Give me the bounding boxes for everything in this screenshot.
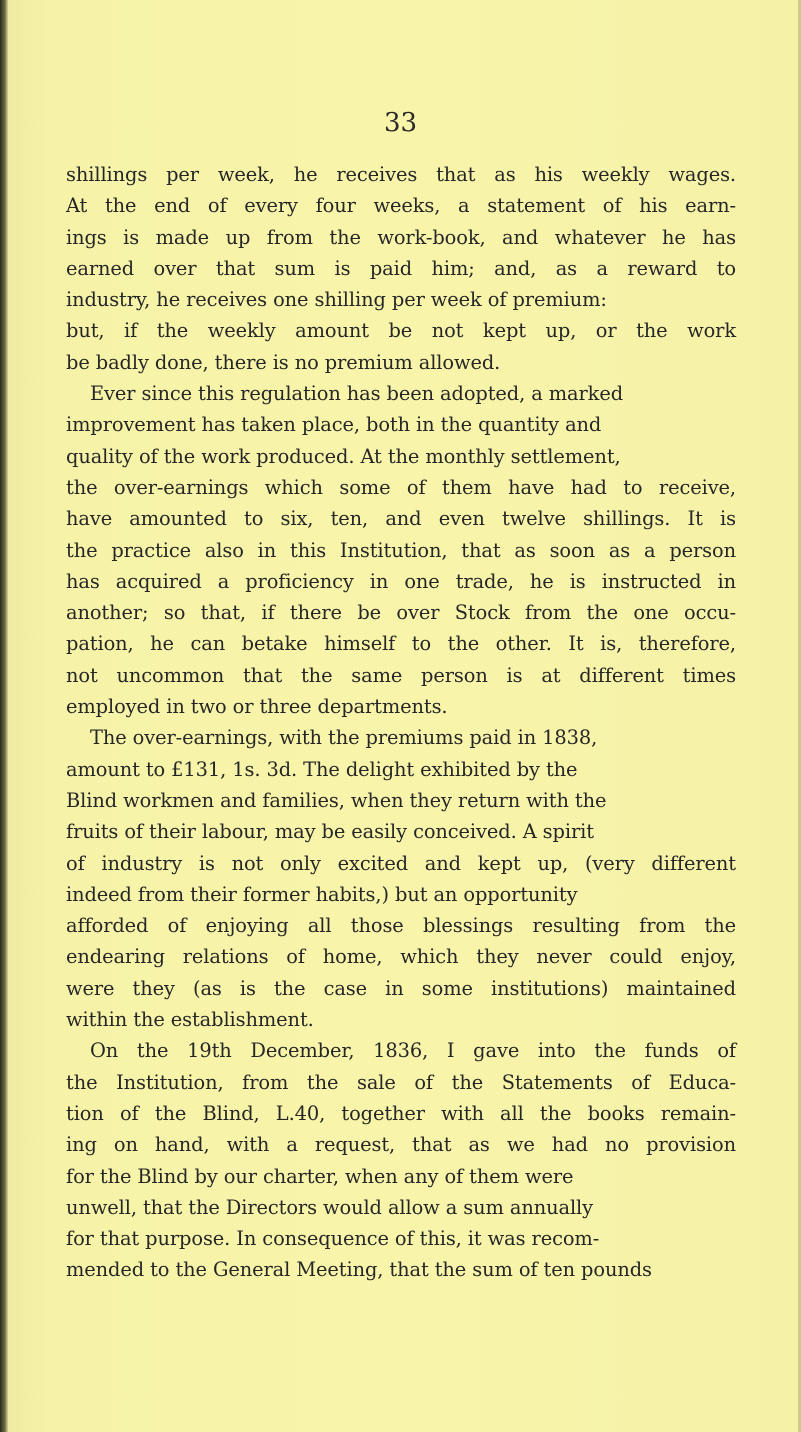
text-line: for that purpose. In consequence of this, it was recom-	[66, 1227, 600, 1251]
text-line: within the establishment.	[66, 1008, 314, 1032]
text-line: ings is made up from the work-book, and whatever he has	[66, 225, 736, 249]
text-line: mended to the General Meeting, that the sum of ten pounds	[66, 1258, 652, 1282]
text-line: shillings per week, he receives that as his weekly wages.	[66, 163, 736, 186]
text-line: of industry is not only excited and kept up, (very different	[66, 851, 736, 875]
text-line: were they (as is the case in some institutions) maintained	[66, 976, 736, 1000]
text-line: endearing relations of home, which they never could enjoy,	[66, 945, 736, 969]
text-line: Blind workmen and families, when they return with the	[66, 788, 607, 812]
text-line: have amounted to six, ten, and even twelve shillings. It is	[66, 507, 736, 531]
text-line: pation, he can betake himself to the other. It is, therefore,	[66, 632, 736, 656]
text-line: the practice also in this Institution, that as soon as a person	[66, 538, 736, 562]
text-line: be badly done, there is no premium allowed.	[66, 350, 501, 374]
text-line: ing on hand, with a request, that as we had no provision	[66, 1133, 736, 1157]
text-line: amount to £131, 1s. 3d. The delight exhibited by the	[66, 757, 578, 781]
text-line: indeed from their former habits,) but an opportunity	[66, 882, 578, 906]
text-line: quality of the work produced. At the monthly settlement,	[66, 444, 621, 468]
text-line: has acquired a proficiency in one trade, he is instructed in	[66, 569, 736, 593]
body-text	[66, 159, 736, 1286]
text-line: tion of the Blind, L.40, together with all the books remain-	[66, 1101, 736, 1125]
text-line: earned over that sum is paid him; and, as a reward to	[66, 256, 736, 280]
text-line: At the end of every four weeks, a statement of his earn-	[66, 194, 736, 218]
text-line: Ever since this regulation has been adopted, a marked	[90, 382, 624, 406]
text-line: improvement has taken place, both in the quantity and	[66, 413, 602, 437]
text-line: for the Blind by our charter, when any of them were	[66, 1164, 574, 1188]
text-line: another; so that, if there be over Stock from the one occu-	[66, 601, 736, 625]
text-line: afforded of enjoying all those blessings resulting from the	[66, 914, 736, 938]
text-line: fruits of their labour, may be easily conceived. A spirit	[66, 820, 594, 844]
text-line: but, if the weekly amount be not kept up, or the work	[66, 319, 736, 343]
page-number: 33	[383, 108, 418, 138]
text-line: industry, he receives one shilling per week of premium:	[66, 288, 607, 312]
text-line: unwell, that the Directors would allow a sum annually	[66, 1195, 593, 1219]
binding-edge	[0, 0, 8, 1432]
text-line: the over-earnings which some of them have had to receive,	[66, 475, 736, 499]
text-line: On the 19th December, 1836, I gave into the funds of	[90, 1039, 736, 1063]
text-line: the Institution, from the sale of the Statements of Educa-	[66, 1070, 736, 1094]
text-line: The over-earnings, with the premiums paid in 1838,	[90, 726, 598, 750]
text-line: not uncommon that the same person is at different times	[66, 663, 736, 687]
text-line: employed in two or three departments.	[66, 695, 448, 719]
